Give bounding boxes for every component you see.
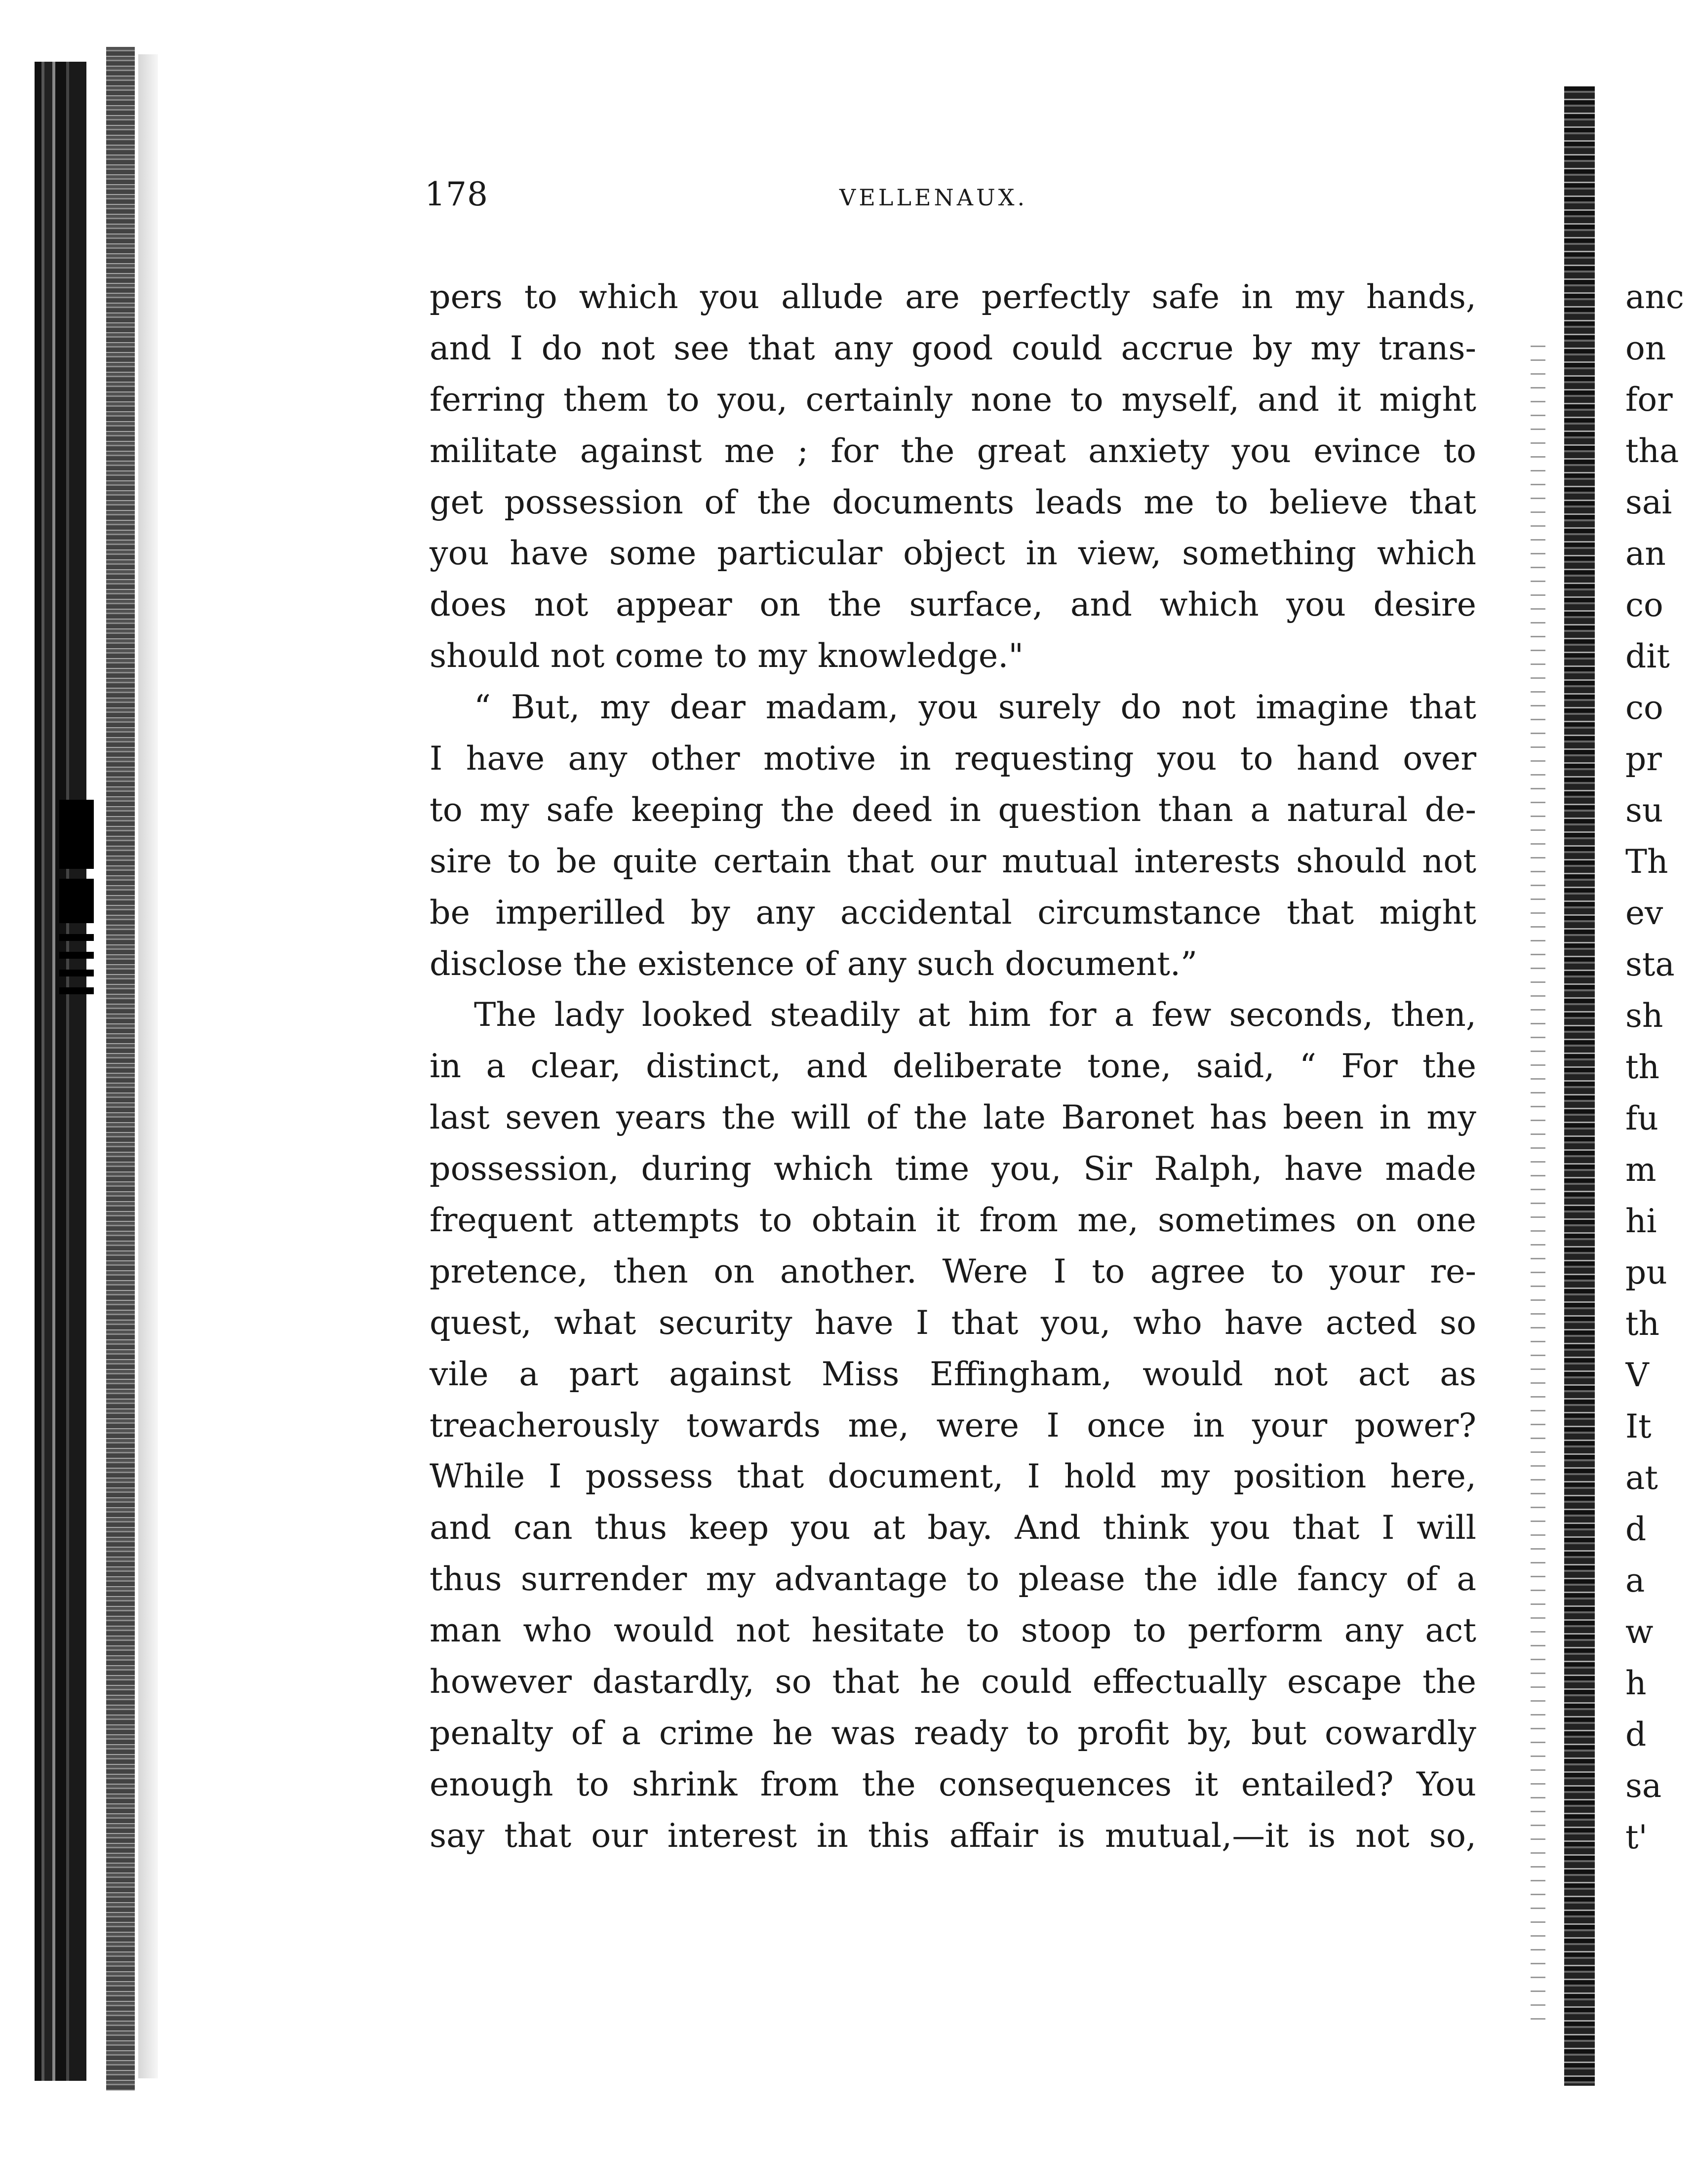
facing-fragment: Th [1625, 843, 1668, 881]
text-line: in a clear, distinct, and deliberate tone, said, “ For the [430, 1047, 1476, 1086]
facing-fragment: co [1625, 689, 1663, 727]
text-line: be imperilled by any accidental circumstance that might [430, 893, 1476, 932]
facing-fragment: dit [1625, 637, 1670, 675]
text-line: possession, during which time you, Sir Ralph, have made [430, 1149, 1476, 1188]
scan-barcode-marks [59, 800, 94, 1005]
facing-fragment: sai [1625, 483, 1672, 521]
text-line: ferring them to you, certainly none to myself, and it might [430, 380, 1476, 419]
text-line: you have some particular object in view, something which [430, 534, 1476, 573]
facing-fragment: w [1625, 1613, 1654, 1651]
facing-fragment: m [1625, 1151, 1657, 1189]
text-line: say that our interest in this affair is mutual,—it is not so, [430, 1816, 1476, 1855]
facing-fragment: an [1625, 535, 1666, 573]
text-line: sire to be quite certain that our mutual interests should not [430, 841, 1476, 880]
right-gutter-specks [1531, 346, 1545, 2024]
left-binding-shadow [106, 47, 135, 2091]
facing-fragment: It [1625, 1407, 1652, 1445]
facing-fragment: V [1625, 1356, 1649, 1394]
facing-fragment: for [1625, 381, 1673, 419]
text-line: and can thus keep you at bay. And think you that I will [430, 1508, 1476, 1547]
facing-fragment: d [1625, 1510, 1647, 1548]
text-line: thus surrender my advantage to please the idle fancy of a [430, 1560, 1476, 1599]
facing-fragment: th [1625, 1048, 1660, 1086]
facing-fragment: co [1625, 586, 1663, 624]
text-line: vile a part against Miss Effingham, would not act as [430, 1354, 1476, 1393]
text-line: pretence, then on another. Were I to agree to your re- [430, 1251, 1476, 1290]
page-number: 178 [425, 175, 488, 213]
left-page-gutter [138, 54, 158, 2078]
text-line: “ But, my dear madam, you surely do not imagine that [474, 688, 1476, 727]
text-line: pers to which you allude are perfectly safe in my hands, [430, 277, 1476, 316]
facing-fragment: sh [1625, 997, 1663, 1035]
text-line: however dastardly, so that he could effectually escape the [430, 1662, 1476, 1701]
text-line: militate against me ; for the great anxiety you evince to [430, 431, 1476, 470]
running-head [425, 175, 1476, 234]
running-title: VELLENAUX. [839, 184, 1028, 211]
left-binding-edge [35, 62, 86, 2081]
text-line: treacherously towards me, were I once in your power? [430, 1405, 1476, 1444]
facing-fragment: d [1625, 1716, 1647, 1754]
facing-fragment: su [1625, 791, 1663, 829]
facing-fragment: h [1625, 1664, 1647, 1702]
text-line: enough to shrink from the consequences it entailed? You [430, 1764, 1476, 1803]
facing-fragment: fu [1625, 1099, 1658, 1137]
text-line: disclose the existence of any such document.” [430, 944, 1197, 983]
facing-fragment: pu [1625, 1253, 1667, 1291]
text-line: frequent attempts to obtain it from me, sometimes on one [430, 1201, 1476, 1240]
text-line: penalty of a crime he was ready to profit by, but cowardly [430, 1713, 1476, 1752]
facing-fragment: sa [1625, 1767, 1662, 1805]
facing-fragment: anc [1625, 278, 1684, 316]
facing-fragment: pr [1625, 740, 1662, 778]
facing-fragment: sta [1625, 945, 1675, 983]
right-binding-edge [1564, 86, 1595, 2086]
text-line: While I possess that document, I hold my position here, [430, 1457, 1476, 1496]
text-line: last seven years the will of the late Baronet has been in my [430, 1098, 1476, 1137]
text-line: and I do not see that any good could accrue by my trans- [430, 328, 1476, 367]
text-line: The lady looked steadily at him for a few seconds, then, [474, 995, 1476, 1034]
facing-fragment: t' [1625, 1818, 1648, 1856]
text-line: to my safe keeping the deed in question than a natural de- [430, 790, 1476, 829]
facing-fragment: tha [1625, 432, 1679, 470]
text-line: does not appear on the surface, and which you desire [430, 585, 1476, 624]
text-line: should not come to my knowledge." [430, 636, 1024, 675]
facing-fragment: on [1625, 329, 1666, 367]
facing-page-fragments [1625, 272, 1695, 1863]
facing-fragment: ev [1625, 894, 1663, 932]
facing-fragment: th [1625, 1305, 1660, 1343]
text-line: I have any other motive in requesting you to hand over [430, 739, 1476, 778]
text-line: man who would not hesitate to stoop to perform any act [430, 1611, 1476, 1650]
facing-fragment: a [1625, 1561, 1645, 1599]
facing-fragment: hi [1625, 1202, 1657, 1240]
body-text [430, 272, 1476, 1862]
text-line: quest, what security have I that you, who have acted so [430, 1303, 1476, 1342]
text-line: get possession of the documents leads me to believe that [430, 482, 1476, 521]
facing-fragment: at [1625, 1459, 1658, 1497]
